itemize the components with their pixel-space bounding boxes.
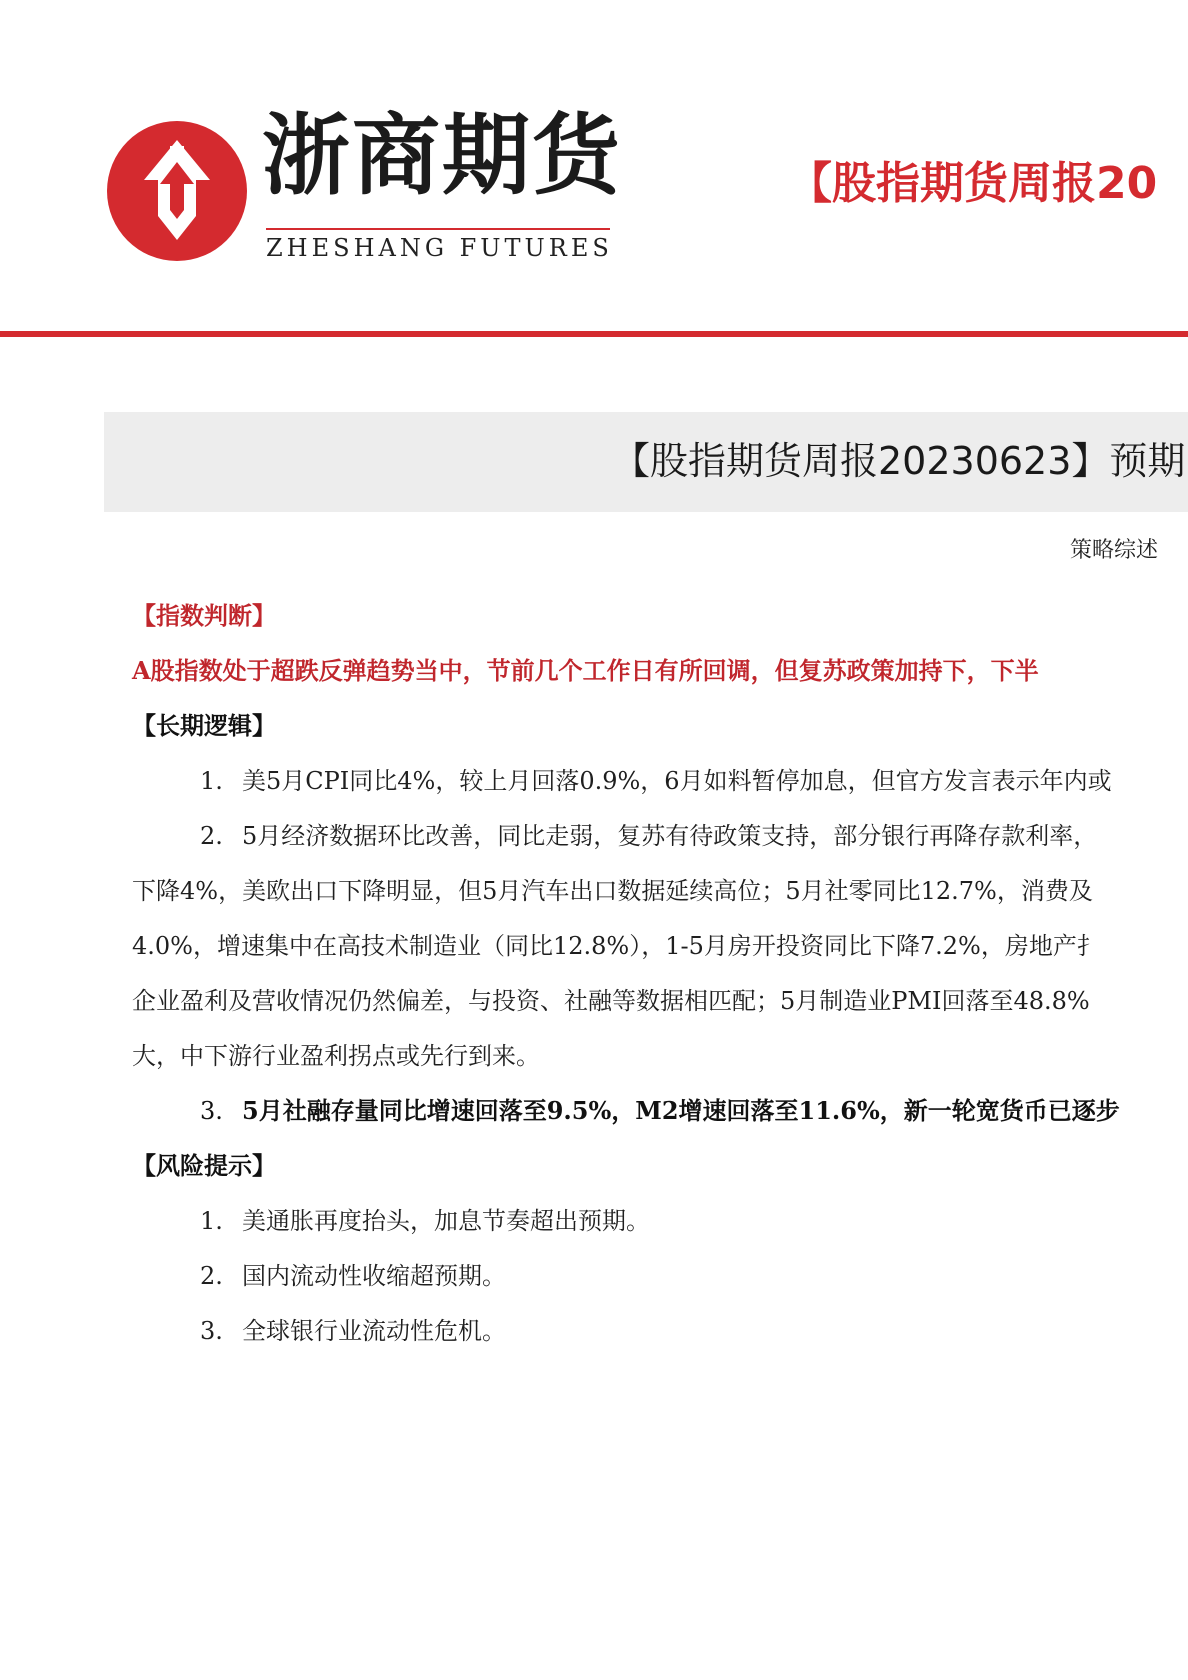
list-item: [200, 1264, 506, 1288]
heading-index-judgement: 【指数判断】: [132, 601, 276, 630]
list-item: [200, 1319, 506, 1343]
list-item: [200, 769, 1112, 793]
list-item-text: 美通胀再度抬头，加息节奏超出预期。: [242, 1207, 650, 1235]
list-item: [200, 1096, 1120, 1125]
heading-risk-warning: 【风险提示】: [132, 1151, 276, 1180]
section-label: 策略综述: [1070, 538, 1159, 563]
list-item-text: 5月经济数据环比改善，同比走弱，复苏有待政策支持，部分银行再降存款利率，: [242, 822, 1098, 850]
paragraph-line: 大，中下游行业盈利拐点或先行到来。: [132, 1042, 540, 1070]
list-item-text: 美5月CPI同比4%，较上月回落0.9%，6月如料暂停加息，但官方发言表示年内或: [242, 767, 1112, 795]
list-number: 1.: [200, 767, 223, 795]
brand-name-cn: 浙商期货: [262, 104, 623, 207]
paragraph-line: 企业盈利及营收情况仍然偏差，与投资、社融等数据相匹配；5月制造业PMI回落至48.8%: [132, 987, 1090, 1015]
document-title: 【股指期货周报20230623】预期: [612, 439, 1186, 483]
index-judgement-text: A股指数处于超跌反弹趋势当中，节前几个工作日有所回调，但复苏政策加持下，下半: [132, 656, 1039, 685]
header-rule: [0, 331, 1188, 337]
list-number: 3.: [200, 1097, 223, 1125]
list-item-text: 全球银行业流动性危机。: [242, 1317, 506, 1345]
header-report-title: 【股指期货周报20: [788, 158, 1158, 209]
brand-name-en: ZHESHANG FUTURES: [266, 234, 613, 262]
list-number: 2.: [200, 1262, 223, 1290]
list-number: 3.: [200, 1317, 223, 1345]
list-item: [200, 1209, 650, 1233]
paragraph-line: 下降4%，美欧出口下降明显，但5月汽车出口数据延续高位；5月社零同比12.7%，消费及: [132, 877, 1093, 905]
list-item: [200, 824, 1097, 848]
list-number: 2.: [200, 822, 223, 850]
list-item-text: 5月社融存量同比增速回落至9.5%，M2增速回落至11.6%，新一轮宽货币已逐步: [242, 1096, 1120, 1125]
brand-divider: [266, 228, 610, 230]
paragraph-line: 4.0%，增速集中在高技术制造业（同比12.8%），1-5月房开投资同比下降7.2%，房地产扌: [132, 932, 1101, 960]
list-number: 1.: [200, 1207, 223, 1235]
list-item-text: 国内流动性收缩超预期。: [242, 1262, 506, 1290]
zheshang-logo-icon: [104, 118, 250, 264]
heading-long-term-logic: 【长期逻辑】: [132, 711, 276, 740]
